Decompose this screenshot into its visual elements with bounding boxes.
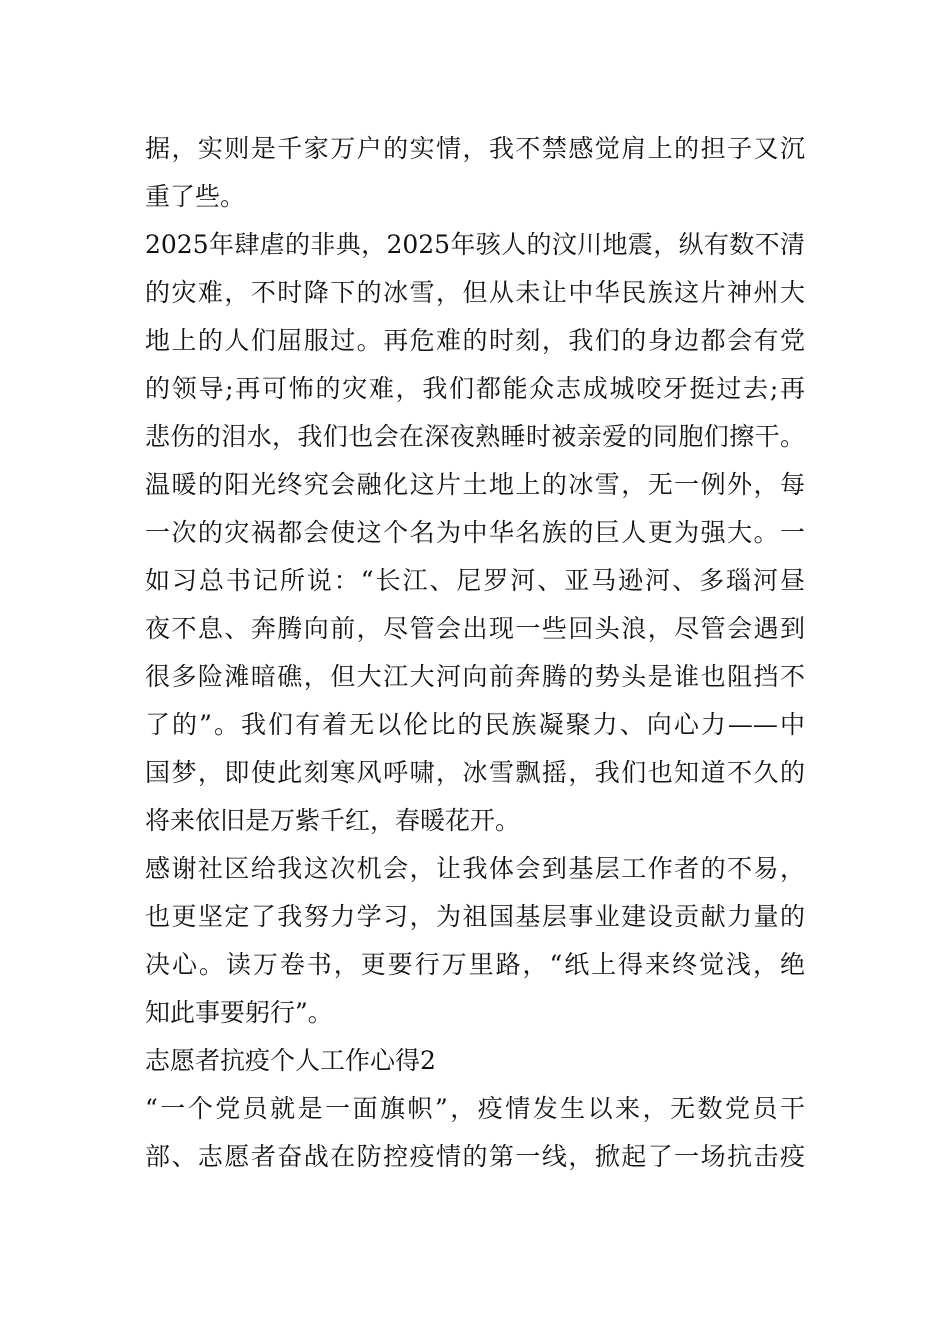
text-line: “一个党员就是一面旗帜”，疫情发生以来，无数党员干 xyxy=(145,1094,805,1123)
text-line: 的领导;再可怖的灾难，我们都能众志成城咬牙挺过去;再 xyxy=(145,374,805,403)
text-line: 地上的人们屈服过。再危难的时刻，我们的身边都会有党 xyxy=(145,326,805,355)
text-line: 部、志愿者奋战在防控疫情的第一线，掀起了一场抗击疫 xyxy=(145,1142,805,1171)
text-line: 悲伤的泪水，我们也会在深夜熟睡时被亲爱的同胞们擦干。 xyxy=(145,422,805,451)
text-line: 感谢社区给我这次机会，让我体会到基层工作者的不易， xyxy=(145,854,805,883)
text-line: 据，实则是千家万户的实情，我不禁感觉肩上的担子又沉 xyxy=(145,134,805,163)
text-line: 的灾难，不时降下的冰雪，但从未让中华民族这片神州大 xyxy=(145,278,805,307)
text-line: 重了些。 xyxy=(145,182,246,211)
text-line: 决心。读万卷书，更要行万里路，“纸上得来终觉浅，绝 xyxy=(145,950,805,979)
text-line: 知此事要躬行”。 xyxy=(145,998,333,1027)
section-heading: 志愿者抗疫个人工作心得2 xyxy=(145,1046,436,1075)
text-line: 也更坚定了我努力学习，为祖国基层事业建设贡献力量的 xyxy=(145,902,805,931)
text-line: 温暖的阳光终究会融化这片土地上的冰雪，无一例外，每 xyxy=(145,470,805,499)
text-line: 了的”。我们有着无以伦比的民族凝聚力、向心力——中 xyxy=(145,710,805,739)
text-line: 将来依旧是万紫千红，春暖花开。 xyxy=(145,806,521,835)
document-body xyxy=(145,125,805,1181)
text-line: 夜不息、奔腾向前，尽管会出现一些回头浪，尽管会遇到 xyxy=(145,614,805,643)
text-line: 一次的灾祸都会使这个名为中华名族的巨人更为强大。一 xyxy=(145,518,805,547)
text-line: 国梦，即使此刻寒风呼啸，冰雪飘摇，我们也知道不久的 xyxy=(145,758,805,787)
text-line: 2025年肆虐的非典，2025年骇人的汶川地震，纵有数不清 xyxy=(145,230,805,259)
text-line: 如习总书记所说：“长江、尼罗河、亚马逊河、多瑙河昼 xyxy=(145,566,805,595)
text-line: 很多险滩暗礁，但大江大河向前奔腾的势头是谁也阻挡不 xyxy=(145,662,805,691)
